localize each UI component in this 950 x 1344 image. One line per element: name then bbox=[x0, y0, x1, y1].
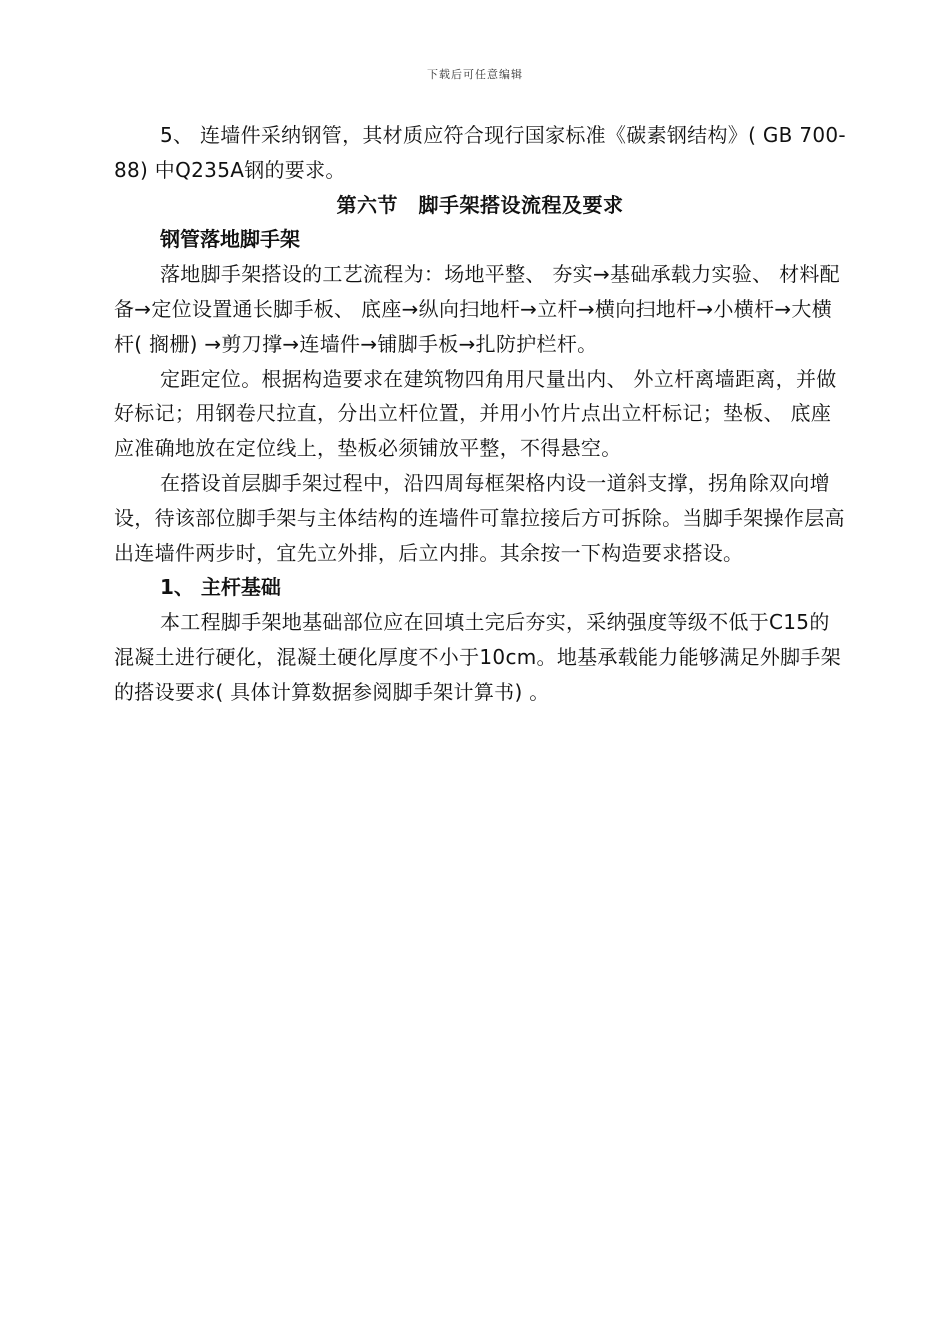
paragraph-process-flow: 落地脚手架搭设的工艺流程为：场地平整、 夯实→基础承载力实验、 材料配备→定位设置通长脚手板、 底座→纵向扫地杆→立杆→横向扫地杆→小横杆→大横杆( 搁栅) →剪刀撑→连墙件→铺脚手板→扎防护栏杆。 bbox=[114, 262, 840, 356]
subheading-steel-scaffold: 钢管落地脚手架 bbox=[160, 227, 300, 252]
section-title: 第六节 脚手架搭设流程及要求 bbox=[336, 192, 624, 217]
subheading-foundation: 1、 主杆基础 bbox=[160, 575, 281, 600]
document-body bbox=[114, 118, 846, 710]
page-header-note: 下载后可任意编辑 bbox=[427, 68, 523, 81]
paragraph-item-5: 5、 连墙件采纳钢管，其材质应符合现行国家标准《碳素钢结构》( GB 700-88) 中Q235A钢的要求。 bbox=[114, 123, 846, 182]
paragraph-positioning: 定距定位。根据构造要求在建筑物四角用尺量出内、 外立杆离墙距离，并做好标记；用钢卷尺拉直，分出立杆位置，并用小竹片点出立杆标记；垫板、 底座应准确地放在定位线上，垫板必须铺放平整，不得悬空。 bbox=[114, 366, 837, 461]
paragraph-foundation: 本工程脚手架地基础部位应在回填土完后夯实，采纳强度等级不低于C15的混凝土进行硬化，混凝土硬化厚度不小于10cm。地基承载能力能够满足外脚手架的搭设要求( 具体计算数据参阅脚手架计算书) 。 bbox=[114, 610, 842, 704]
paragraph-first-floor: 在搭设首层脚手架过程中，沿四周每框架格内设一道斜支撑，拐角除双向增设，待该部位脚手架与主体结构的连墙件可靠拉接后方可拆除。当脚手架操作层高出连墙件两步时，宜先立外排，后立内排。其余按一下构造要求搭设。 bbox=[114, 470, 845, 565]
